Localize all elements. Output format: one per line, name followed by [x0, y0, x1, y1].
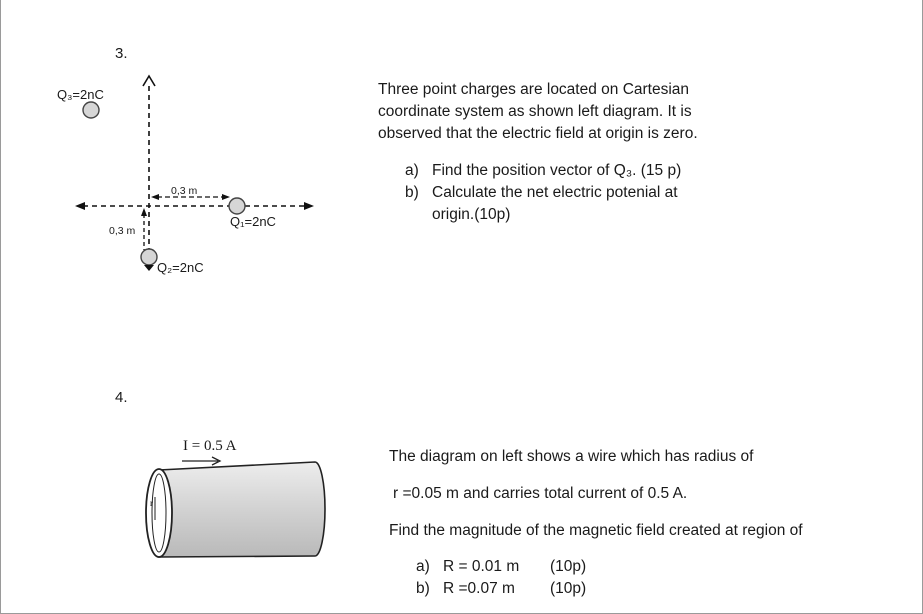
wire-diagram	[146, 438, 325, 557]
q3-label: Q₃=2nC	[57, 87, 104, 102]
problem-4-line-2: r =0.05 m and carries total current of 0.5 A.	[393, 485, 688, 502]
q1-label: Q₁=2nC	[230, 214, 276, 229]
problem-3-number: 3.	[115, 45, 128, 62]
x-axis-arrow-right	[304, 202, 314, 210]
item-text-continued: origin.(10p)	[432, 206, 511, 223]
problem-4-number: 4.	[115, 389, 128, 406]
problem-4-item-a	[416, 556, 676, 578]
item-text: Find the position vector of Q₃. (15 p)	[432, 162, 682, 179]
problem-3-text	[378, 79, 758, 145]
q2-label: Q₂=2nC	[157, 260, 204, 275]
problem-4-items	[416, 556, 676, 600]
charge-q2-arrow	[144, 265, 154, 271]
charge-q1	[229, 198, 245, 214]
dist-y-label: 0,3 m	[109, 225, 136, 237]
dist-y-arrow-top	[141, 208, 147, 216]
item-marker: a)	[416, 558, 430, 575]
problem-4-text	[389, 446, 859, 542]
wire-cylinder-end	[146, 469, 172, 557]
problem-3-item-b	[405, 182, 735, 226]
problem-4-line-3: Find the magnitude of the magnetic field created at region of	[389, 522, 803, 539]
problem-4-item-b	[416, 578, 676, 600]
item-points: (10p)	[550, 558, 587, 575]
dist-x-label: 0,3 m	[171, 185, 198, 197]
dist-x-arrow-left	[151, 194, 159, 200]
problem-3-items	[405, 160, 735, 226]
problem-3-line-3: observed that the electric field at origin is zero.	[378, 125, 698, 142]
problem-3-line-2: coordinate system as shown left diagram. It is	[378, 103, 692, 120]
wire-cylinder-body	[159, 462, 325, 557]
charge-q3	[83, 102, 99, 118]
item-text: Calculate the net electric potenial at	[432, 184, 678, 201]
radius-label: r	[150, 498, 153, 508]
problem-3-line-1: Three point charges are located on Cartesian	[378, 81, 690, 98]
x-axis-arrow-left	[75, 202, 85, 210]
dist-x-arrow-right	[222, 194, 230, 200]
problem-4-line-1: The diagram on left shows a wire which has radius of	[389, 448, 754, 465]
item-marker: b)	[405, 184, 419, 201]
item-text: R =0.07 m	[443, 580, 515, 597]
item-points: (10p)	[550, 580, 587, 597]
item-marker: b)	[416, 580, 430, 597]
charge-q2	[141, 249, 157, 265]
y-axis-arrow	[143, 76, 155, 86]
item-marker: a)	[405, 162, 419, 179]
current-label: I = 0.5 A	[183, 438, 237, 454]
problem-3-item-a	[405, 160, 735, 182]
item-text: R = 0.01 m	[443, 558, 520, 575]
